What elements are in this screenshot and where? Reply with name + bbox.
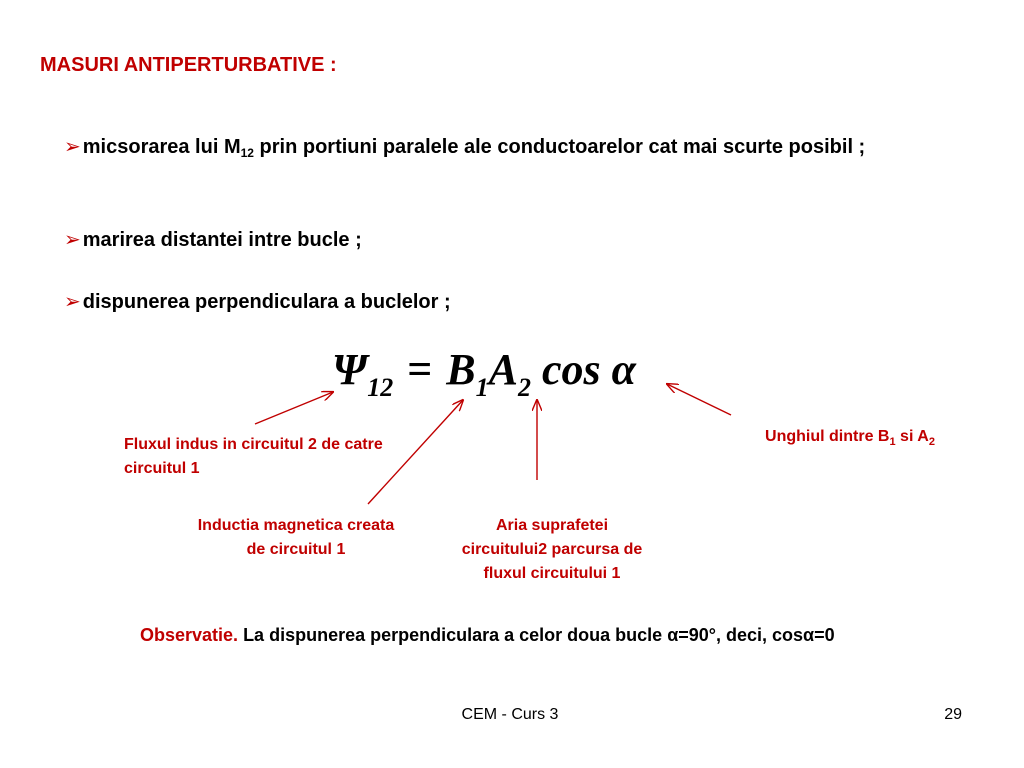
observatie-paragraph xyxy=(140,620,893,650)
arrow-bullet-icon: ➢ xyxy=(64,136,81,158)
unghi-sub2: 2 xyxy=(928,436,935,448)
formula-b: B xyxy=(446,345,476,394)
bullet-1-text-post: prin portiuni paralele ale conductoarelor cat mai scurte posibil ; xyxy=(253,136,866,158)
bullet-1-subscript: 12 xyxy=(240,146,254,160)
annotation-inductia: Inductia magnetica creata de circuitul 1 xyxy=(197,517,395,558)
formula-equals: = xyxy=(407,345,433,394)
formula-psi-subscript: 12 xyxy=(367,373,394,402)
formula-alpha: α xyxy=(611,345,636,394)
formula-a-subscript: 2 xyxy=(518,373,531,402)
formula-b-subscript: 1 xyxy=(475,373,489,402)
formula-cos: cos xyxy=(542,345,601,394)
footer-course: CEM - Curs 3 xyxy=(461,706,559,723)
arrow-bullet-icon: ➢ xyxy=(64,229,81,251)
unghi-mid: si A xyxy=(895,428,929,445)
annotation-aria: Aria suprafetei circuitului2 parcursa de fluxul circuitului 1 xyxy=(461,517,643,582)
bullet-2-text: marirea distantei intre bucle ; xyxy=(82,229,362,251)
unghi-pre: Unghiul dintre B xyxy=(765,428,890,445)
observatie-text: La dispunerea perpendiculara a celor doua bucle α=90°, deci, cosα=0 xyxy=(238,625,835,645)
bullet-1-text-pre: micsorarea lui M xyxy=(82,136,241,158)
formula-psi: Ψ xyxy=(332,345,368,394)
annotation-unghi xyxy=(750,425,950,450)
arrow-unghi xyxy=(667,384,731,415)
formula-a: A xyxy=(488,345,518,394)
unghi-sub1: 1 xyxy=(889,436,896,448)
slide-title: MASURI ANTIPERTURBATIVE : xyxy=(40,54,337,76)
arrow-bullet-icon: ➢ xyxy=(64,291,81,313)
arrow-flux xyxy=(255,392,333,424)
annotation-flux: Fluxul indus in circuitul 2 de catre circuitul 1 xyxy=(124,436,383,477)
slide-number: 29 xyxy=(944,706,962,723)
observatie-label: Observatie. xyxy=(140,625,239,645)
bullet-3-text: dispunerea perpendiculara a buclelor ; xyxy=(82,291,451,313)
